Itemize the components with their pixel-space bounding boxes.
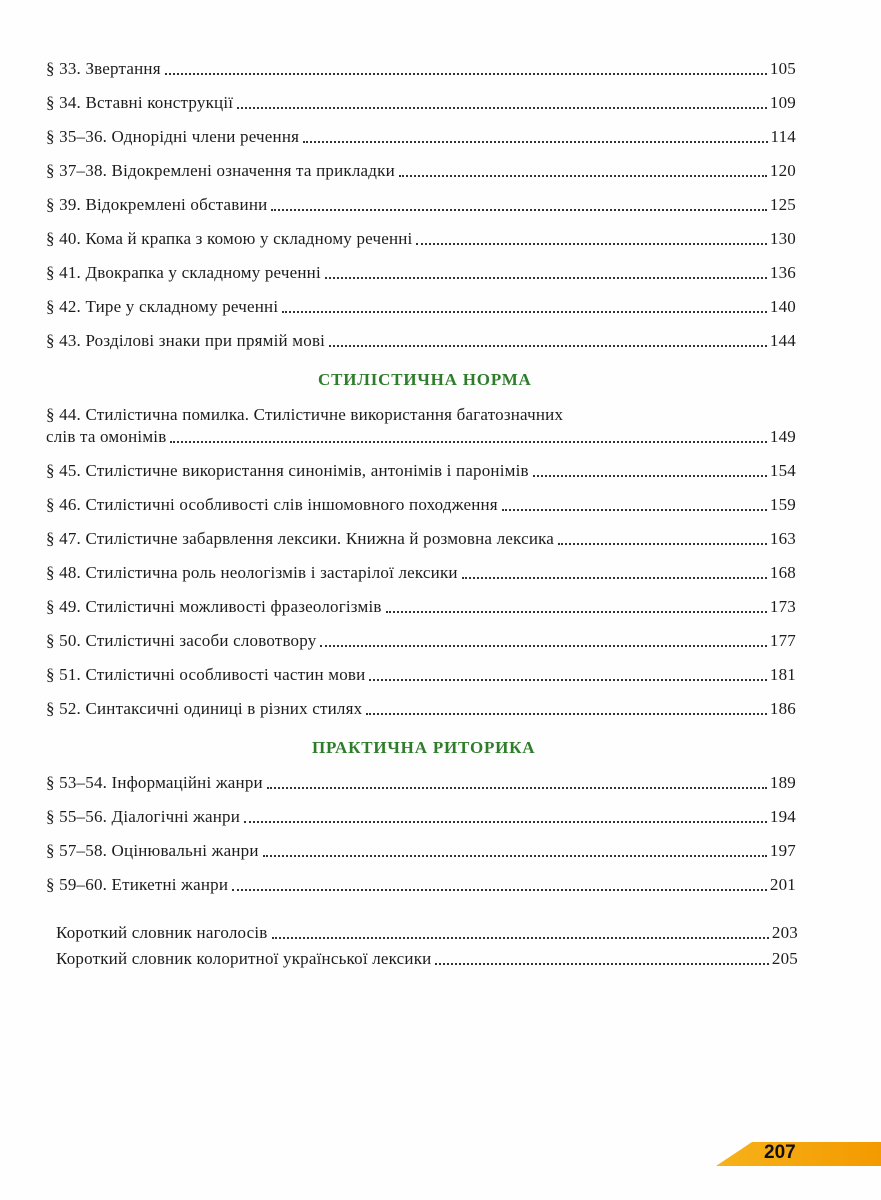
entry-page: 120: [769, 161, 796, 180]
dot-leader: [399, 175, 767, 177]
dot-leader: [165, 73, 767, 75]
toc-entry-47[interactable]: [46, 528, 796, 550]
toc-entry-dictionary-lexicon[interactable]: [56, 948, 798, 970]
dot-leader: [502, 509, 767, 511]
entry-page: 181: [769, 665, 796, 684]
toc-entry-40[interactable]: [46, 228, 796, 250]
entry-title: § 46. Стилістичні особливості слів іншомовного походження: [46, 495, 498, 514]
dot-leader: [272, 937, 769, 939]
toc-entry-dictionary-stress[interactable]: [56, 922, 798, 944]
entry-page: 205: [771, 949, 798, 968]
entry-page: 114: [770, 127, 796, 146]
entry-page: 144: [769, 331, 796, 350]
dot-leader: [366, 713, 767, 715]
dot-leader: [237, 107, 767, 109]
page-number-badge: [712, 1140, 881, 1168]
toc-entry-45[interactable]: [46, 460, 796, 482]
section-heading-stylistic: СТИЛІСТИЧНА НОРМА: [318, 370, 532, 389]
entry-page: 194: [769, 807, 796, 826]
dot-leader: [320, 645, 766, 647]
toc-entry-35-36[interactable]: [46, 126, 796, 148]
entry-page: 186: [769, 699, 796, 718]
toc-entry-41[interactable]: [46, 262, 796, 284]
entry-title: § 55–56. Діалогічні жанри: [46, 807, 241, 826]
entry-title: Короткий словник наголосів: [56, 923, 268, 942]
dot-leader: [325, 277, 767, 279]
dot-leader: [267, 787, 767, 789]
dot-leader: [303, 141, 767, 143]
entry-title: § 43. Розділові знаки при прямій мові: [46, 331, 326, 350]
dot-leader: [282, 311, 767, 313]
entry-page: 197: [769, 841, 796, 860]
toc-entry-43[interactable]: [46, 330, 796, 352]
entry-page: 136: [769, 263, 796, 282]
toc-entry-44[interactable]: [46, 404, 796, 448]
entry-title: § 53–54. Інформаційні жанри: [46, 773, 263, 792]
toc-entry-57-58[interactable]: [46, 840, 796, 862]
entry-page: 109: [769, 93, 796, 112]
entry-page: 140: [769, 297, 796, 316]
entry-page: 201: [769, 875, 796, 894]
entry-page: 168: [769, 563, 796, 582]
dot-leader: [558, 543, 767, 545]
dot-leader: [462, 577, 767, 579]
entry-page: 130: [769, 229, 796, 248]
toc-entry-33[interactable]: [46, 58, 796, 80]
entry-title-line2-row: [46, 426, 796, 448]
toc-entry-53-54[interactable]: [46, 772, 796, 794]
entry-page: 163: [769, 529, 796, 548]
dot-leader: [369, 679, 766, 681]
entry-page: 173: [769, 597, 796, 616]
entry-title: § 40. Кома й крапка з комою у складному реченні: [46, 229, 413, 248]
entry-title: § 49. Стилістичні можливості фразеологізмів: [46, 597, 382, 616]
entry-title: § 39. Відокремлені обставини: [46, 195, 268, 214]
toc-entry-50[interactable]: [46, 630, 796, 652]
entry-page: 189: [769, 773, 796, 792]
entry-page: 105: [769, 59, 796, 78]
dot-leader: [533, 475, 767, 477]
toc-entry-42[interactable]: [46, 296, 796, 318]
entry-title: § 45. Стилістичне використання синонімів, антонімів і паронімів: [46, 461, 529, 480]
badge-shape: [712, 1140, 881, 1168]
entry-page: 203: [771, 923, 798, 942]
entry-title: § 37–38. Відокремлені означення та прикладки: [46, 161, 395, 180]
entry-title: § 57–58. Оцінювальні жанри: [46, 841, 259, 860]
entry-title: § 52. Синтаксичні одиниці в різних стилях: [46, 699, 363, 718]
toc-entry-37-38[interactable]: [46, 160, 796, 182]
entry-title: § 47. Стилістичне забарвлення лексики. Книжна й розмовна лексика: [46, 529, 555, 548]
entry-title: § 59–60. Етикетні жанри: [46, 875, 229, 894]
entry-title: § 41. Двокрапка у складному реченні: [46, 263, 321, 282]
toc-entry-49[interactable]: [46, 596, 796, 618]
page-number: 207: [764, 1142, 796, 1163]
toc-entry-59-60[interactable]: [46, 874, 796, 896]
toc-entry-46[interactable]: [46, 494, 796, 516]
entry-title: § 51. Стилістичні особливості частин мови: [46, 665, 366, 684]
entry-page: 149: [769, 427, 796, 446]
entry-title: § 33. Звертання: [46, 59, 161, 78]
entry-page: 159: [769, 495, 796, 514]
entry-page: 154: [769, 461, 796, 480]
toc-entry-55-56[interactable]: [46, 806, 796, 828]
dot-leader: [416, 243, 766, 245]
entry-title: § 34. Вставні конструкції: [46, 93, 234, 112]
dot-leader: [329, 345, 767, 347]
entry-title: Короткий словник колоритної української лексики: [56, 949, 432, 968]
dot-leader: [244, 821, 767, 823]
entry-page: 177: [769, 631, 796, 650]
entry-title: § 42. Тире у складному реченні: [46, 297, 279, 316]
entry-title-line2: слів та омонімів: [46, 427, 167, 446]
toc-entry-48[interactable]: [46, 562, 796, 584]
toc-entry-39[interactable]: [46, 194, 796, 216]
entry-title: § 50. Стилістичні засоби словотвору: [46, 631, 317, 650]
entry-title: § 48. Стилістична роль неологізмів і застарілої лексики: [46, 563, 458, 582]
toc-entry-52[interactable]: [46, 698, 796, 720]
dot-leader: [170, 441, 766, 443]
dot-leader: [271, 209, 766, 211]
toc-entry-51[interactable]: [46, 664, 796, 686]
entry-title-line1: § 44. Стилістична помилка. Стилістичне використання багатозначних: [46, 405, 564, 424]
dot-leader: [232, 889, 767, 891]
entry-page: 125: [769, 195, 796, 214]
section-heading-rhetoric: ПРАКТИЧНА РИТОРИКА: [312, 738, 536, 757]
toc-entry-34[interactable]: [46, 92, 796, 114]
dot-leader: [386, 611, 767, 613]
dot-leader: [435, 963, 768, 965]
dot-leader: [263, 855, 767, 857]
entry-title: § 35–36. Однорідні члени речення: [46, 127, 300, 146]
